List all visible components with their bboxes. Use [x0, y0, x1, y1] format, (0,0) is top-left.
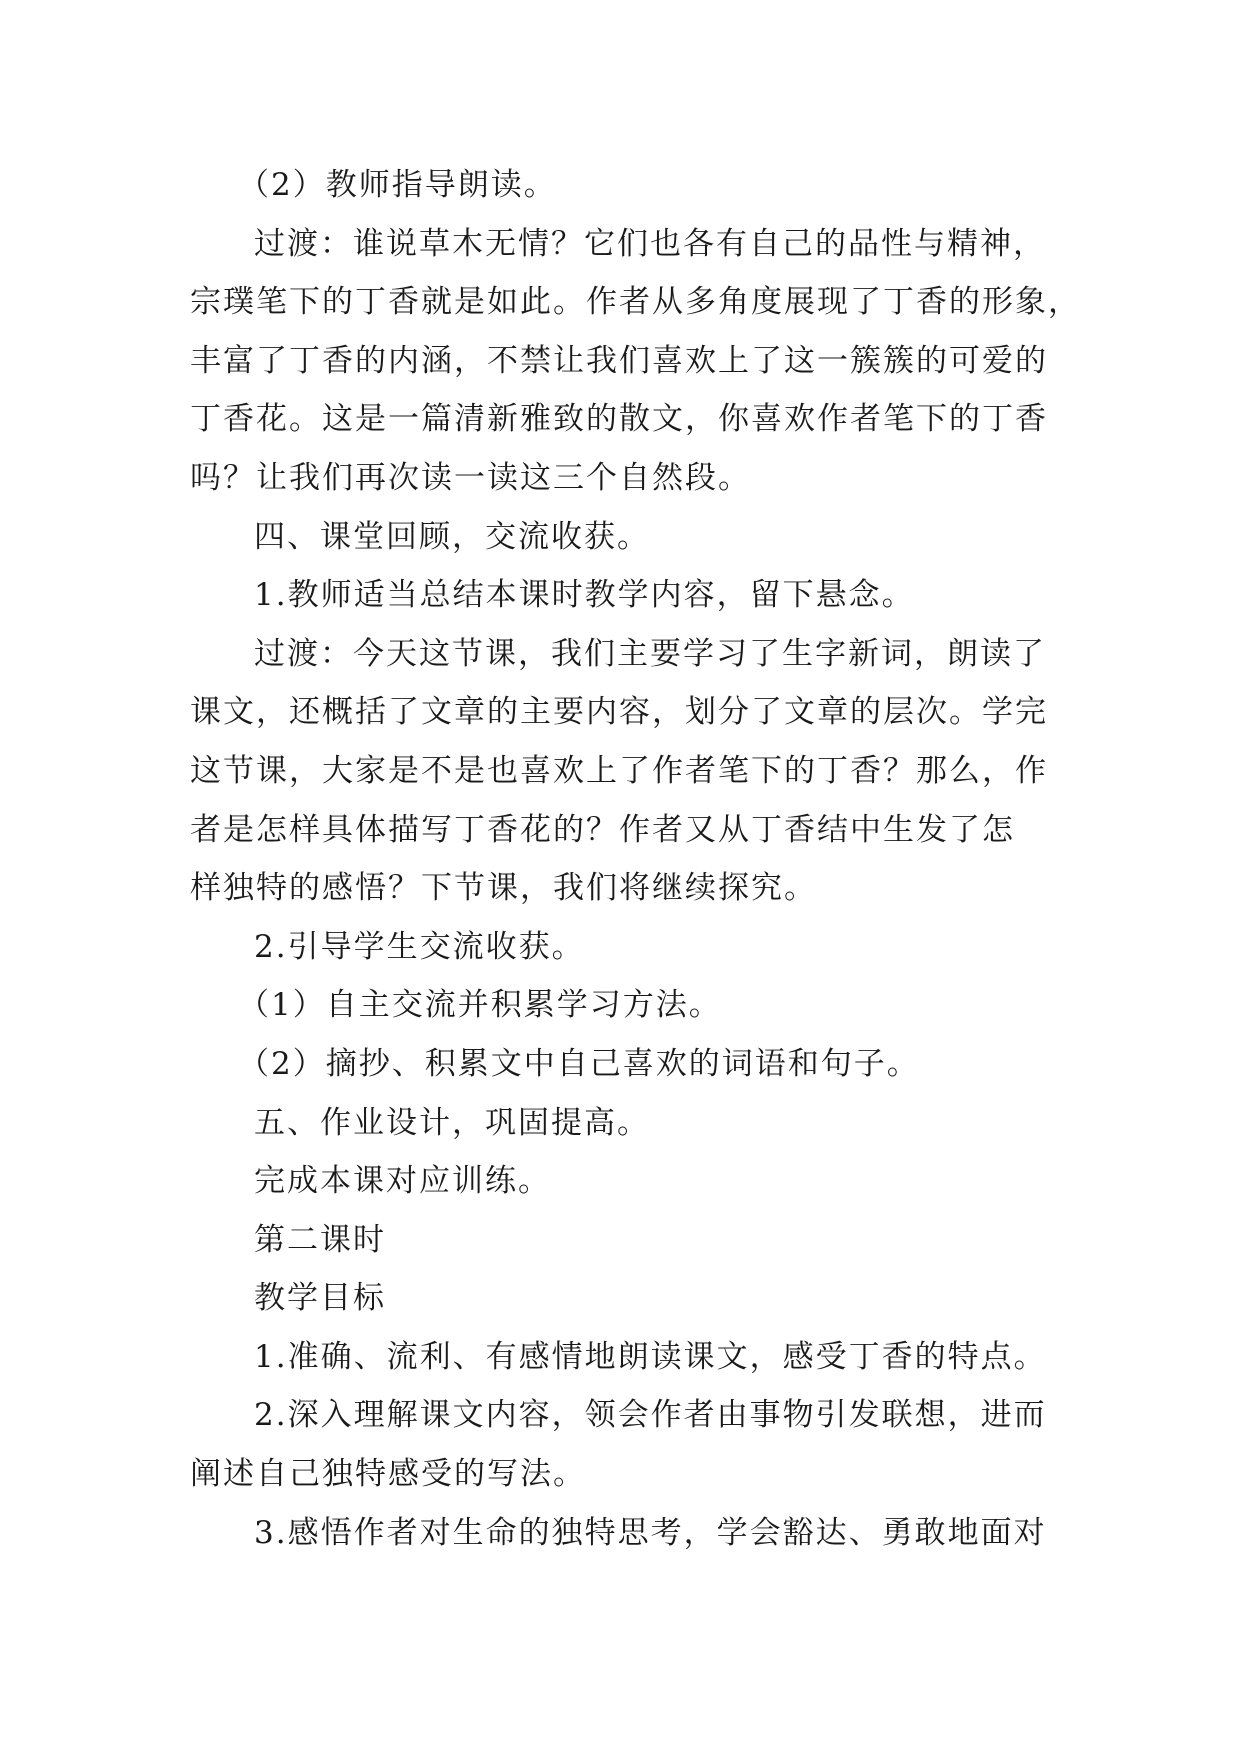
- section-heading: 四、课堂回顾，交流收获。: [254, 518, 650, 555]
- text-line: 2.引导学生交流收获。: [254, 928, 585, 965]
- section-heading: 教学目标: [254, 1280, 386, 1317]
- text-line: 宗璞笔下的丁香就是如此。作者从多角度展现了丁香的形象，: [190, 284, 1081, 321]
- text-line: 过渡：谁说草木无情？它们也各有自己的品性与精神，: [254, 225, 1046, 262]
- text-line: （2）摘抄、积累文中自己喜欢的词语和句子。: [238, 1045, 920, 1082]
- text-line: （1）自主交流并积累学习方法。: [238, 987, 722, 1024]
- text-line: 阐述自己独特感受的写法。: [190, 1456, 586, 1493]
- text-line: 过渡：今天这节课，我们主要学习了生字新词，朗读了: [254, 635, 1046, 672]
- text-line: 课文，还概括了文章的主要内容，划分了文章的层次。学完: [190, 694, 1048, 731]
- text-line: 1.准确、流利、有感情地朗读课文，感受丁香的特点。: [254, 1338, 1047, 1375]
- text-line: 2.深入理解课文内容，领会作者由事物引发联想，进而: [254, 1397, 1047, 1434]
- text-line: 完成本课对应训练。: [254, 1163, 551, 1200]
- text-line: 吗？让我们再次读一读这三个自然段。: [190, 459, 751, 496]
- text-line: 这节课，大家是不是也喜欢上了作者笔下的丁香？那么，作: [190, 752, 1048, 789]
- section-heading: 第二课时: [254, 1221, 386, 1258]
- document-body: [190, 156, 1090, 1562]
- text-line: 样独特的感悟？下节课，我们将继续探究。: [190, 870, 817, 907]
- text-line: 1.教师适当总结本课时教学内容，留下悬念。: [254, 577, 915, 614]
- text-line: 丰富了丁香的内涵，不禁让我们喜欢上了这一簇簇的可爱的: [190, 342, 1048, 379]
- section-heading: 五、作业设计，巩固提高。: [254, 1104, 650, 1141]
- text-line: 3.感悟作者对生命的独特思考，学会豁达、勇敢地面对: [254, 1514, 1047, 1551]
- text-line: （2）教师指导朗读。: [238, 167, 557, 203]
- text-line: 者是怎样具体描写丁香花的？作者又从丁香结中生发了怎: [190, 811, 1015, 848]
- text-line: 丁香花。这是一篇清新雅致的散文，你喜欢作者笔下的丁香: [190, 401, 1048, 438]
